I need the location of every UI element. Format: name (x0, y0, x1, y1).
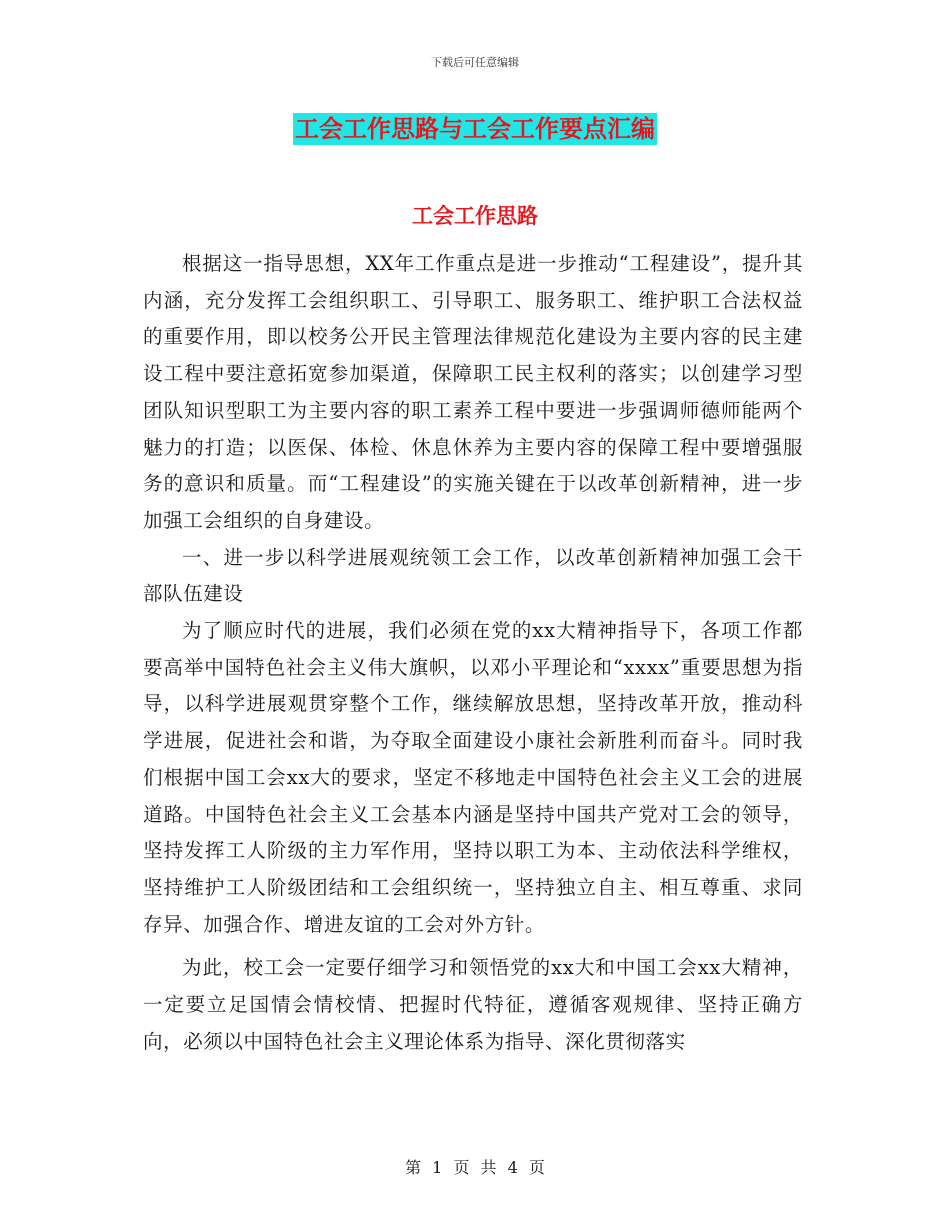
paragraph: 为此，校工会一定要仔细学习和领悟党的xx大和中国工会xx大精神，一定要立足国情会情校情、把握时代特征，遵循客观规律、坚持正确方向，必须以中国特色社会主义理论体系为指导、深化贯彻落实 (143, 956, 803, 1053)
paragraph: 为了顺应时代的进展，我们必须在党的xx大精神指导下，各项工作都要高举中国特色社会主义伟大旗帜，以邓小平理论和“xxxx”重要思想为指导，以科学进展观贯穿整个工作，继续解放思想，坚持改革开放，推动科学进展，促进社会和谐，为夺取全面建设小康社会新胜利而奋斗。同时我们根据中国工会xx大的要求，坚定不移地走中国特色社会主义工会的进展道路。中国特色社会主义工会基本内涵是坚持中国共产党对工会的领导，坚持发挥工人阶级的主力军作用，坚持以职工为本、主动依法科学维权，坚持维护工人阶级团结和工会组织统一，坚持独立自主、相互尊重、求同存异、加强合作、增进友谊的工会对外方针。 (143, 619, 803, 936)
main-title-wrap (0, 113, 950, 145)
paragraph-heading: 一、进一步以科学进展观统领工会工作，以改革创新精神加强工会干部队伍建设 (143, 545, 803, 606)
paragraph: 根据这一指导思想，XX年工作重点是进一步推动“工程建设”，提升其内涵，充分发挥工会组织职工、引导职工、服务职工、维护职工合法权益的重要作用，即以校务公开民主管理法律规范化建设为主要内容的民主建设工程中要注意拓宽参加渠道，保障职工民主权利的落实；以创建学习型团队知识型职工为主要内容的职工素养工程中要进一步强调师德师能两个魅力的打造；以医保、体检、休息休养为主要内容的保障工程中要增强服务的意识和质量。而“工程建设”的实施关键在于以改革创新精神，进一步加强工会组织的自身建设。 (143, 252, 803, 532)
body-text (143, 246, 803, 1060)
header-note: 下载后可任意编辑 (431, 56, 519, 69)
page-footer: 第 1 页 共 4 页 (405, 1158, 545, 1177)
document-title: 工会工作思路与工会工作要点汇编 (295, 114, 655, 143)
section-title: 工会工作思路 (412, 203, 538, 228)
